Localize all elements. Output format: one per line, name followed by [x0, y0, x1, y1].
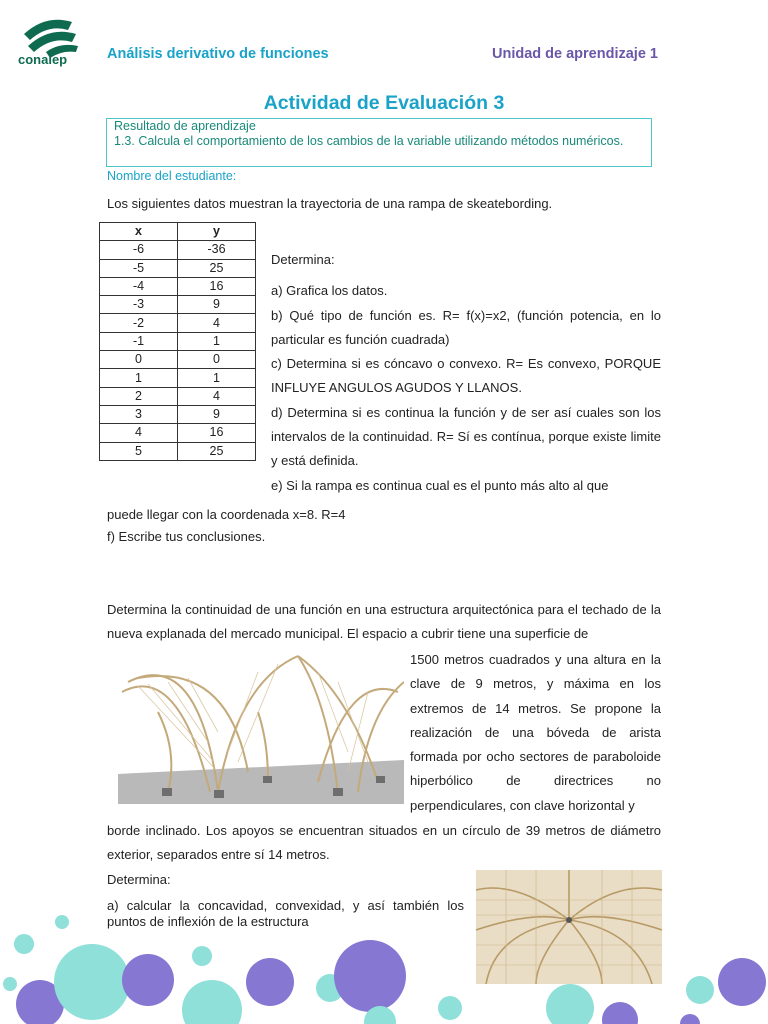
result-description: 1.3. Calcula el comportamiento de los cambios de la variable utilizando métodos numéricos.: [114, 133, 624, 148]
table-header-row: [100, 223, 256, 241]
cell-x: -3: [100, 296, 178, 314]
cell-y: -36: [178, 241, 256, 259]
student-name-label: Nombre del estudiante:: [107, 169, 237, 183]
vault-interior-image: [476, 870, 662, 984]
table-row: [100, 442, 256, 460]
cell-y: 1: [178, 369, 256, 387]
cell-y: 4: [178, 314, 256, 332]
table-row: [100, 277, 256, 295]
section2-paragraph-2: borde inclinado. Los apoyos se encuentran situados en un círculo de 39 metros de diámetro exterior, separados entre sí 14 metros.: [107, 823, 661, 863]
cell-x: -6: [100, 241, 178, 259]
table-row: [100, 314, 256, 332]
section2-heading: Determina:: [107, 872, 171, 887]
question-d: d) Determina si es continua la función y de ser así cuales son los intervalos de la continuidad. R= Sí es contínua, porque existe limite y está definida.: [271, 404, 661, 469]
cell-y: 16: [178, 277, 256, 295]
cell-x: 4: [100, 424, 178, 442]
result-label: Resultado de aprendizaje: [114, 119, 256, 133]
intro-text: Los siguientes datos muestran la trayectoria de una rampa de skeatebording.: [107, 196, 553, 211]
questions-block: [271, 248, 661, 498]
table-row: [100, 387, 256, 405]
question-f: f) Escribe tus conclusiones.: [107, 529, 266, 544]
cell-x: 3: [100, 405, 178, 423]
cell-y: 4: [178, 387, 256, 405]
cell-x: 1: [100, 369, 178, 387]
vault-structure-image: [118, 652, 404, 804]
cell-x: 5: [100, 442, 178, 460]
cell-y: 25: [178, 442, 256, 460]
cell-y: 9: [178, 296, 256, 314]
cell-x: -1: [100, 332, 178, 350]
cell-x: -2: [100, 314, 178, 332]
column-header-y: y: [178, 223, 256, 241]
column-header-x: x: [100, 223, 178, 241]
cell-y: 25: [178, 259, 256, 277]
header-subject: Análisis derivativo de funciones: [107, 46, 329, 62]
learning-result-box: [106, 118, 652, 167]
table-row: [100, 332, 256, 350]
cell-y: 0: [178, 351, 256, 369]
question-c: c) Determina si es cóncavo o convexo. R= Es convexo, PORQUE INFLUYE ANGULOS AGUDOS Y LLANOS.: [271, 356, 661, 396]
header-unit: Unidad de aprendizaje 1: [492, 46, 658, 62]
table-row: [100, 241, 256, 259]
question-e-end: puede llegar con la coordenada x=8. R=4: [107, 507, 346, 522]
cell-x: 0: [100, 351, 178, 369]
table-row: [100, 259, 256, 277]
table-row: [100, 296, 256, 314]
cell-y: 16: [178, 424, 256, 442]
section2-side-text: 1500 metros cuadrados y una altura en la clave de 9 metros, y máxima en los extremos de 14 metros. Se propone la realización de una bóveda de arista formada por ocho sectores de paraboloide hiperbólico de directrices no perpendiculares, con clave horizontal y: [410, 652, 661, 813]
cell-y: 9: [178, 405, 256, 423]
table-row: [100, 369, 256, 387]
question-a: a) Grafica los datos.: [271, 283, 388, 299]
cell-y: 1: [178, 332, 256, 350]
data-table: [99, 222, 256, 461]
cell-x: -4: [100, 277, 178, 295]
question-e-start: e) Si la rampa es continua cual es el punto más alto al que: [271, 477, 609, 493]
questions-heading: Determina:: [271, 252, 335, 267]
logo-text: conalep: [18, 52, 68, 67]
section2-question-a: a) calcular la concavidad, convexidad, y así también los puntos de inflexión de la estructura: [107, 898, 464, 929]
cell-x: -5: [100, 259, 178, 277]
table-row: [100, 424, 256, 442]
table-row: [100, 405, 256, 423]
cell-x: 2: [100, 387, 178, 405]
table-row: [100, 351, 256, 369]
question-b: b) Qué tipo de función es. R= f(x)=x2, (función potencia, en lo particular es función cuadrada): [271, 307, 661, 347]
section2-paragraph: Determina la continuidad de una función en una estructura arquitectónica para el techado de la nueva explanada del mercado municipal. El espacio a cubrir tiene una superficie de: [107, 602, 661, 642]
page-title: Actividad de Evaluación 3: [263, 92, 505, 114]
